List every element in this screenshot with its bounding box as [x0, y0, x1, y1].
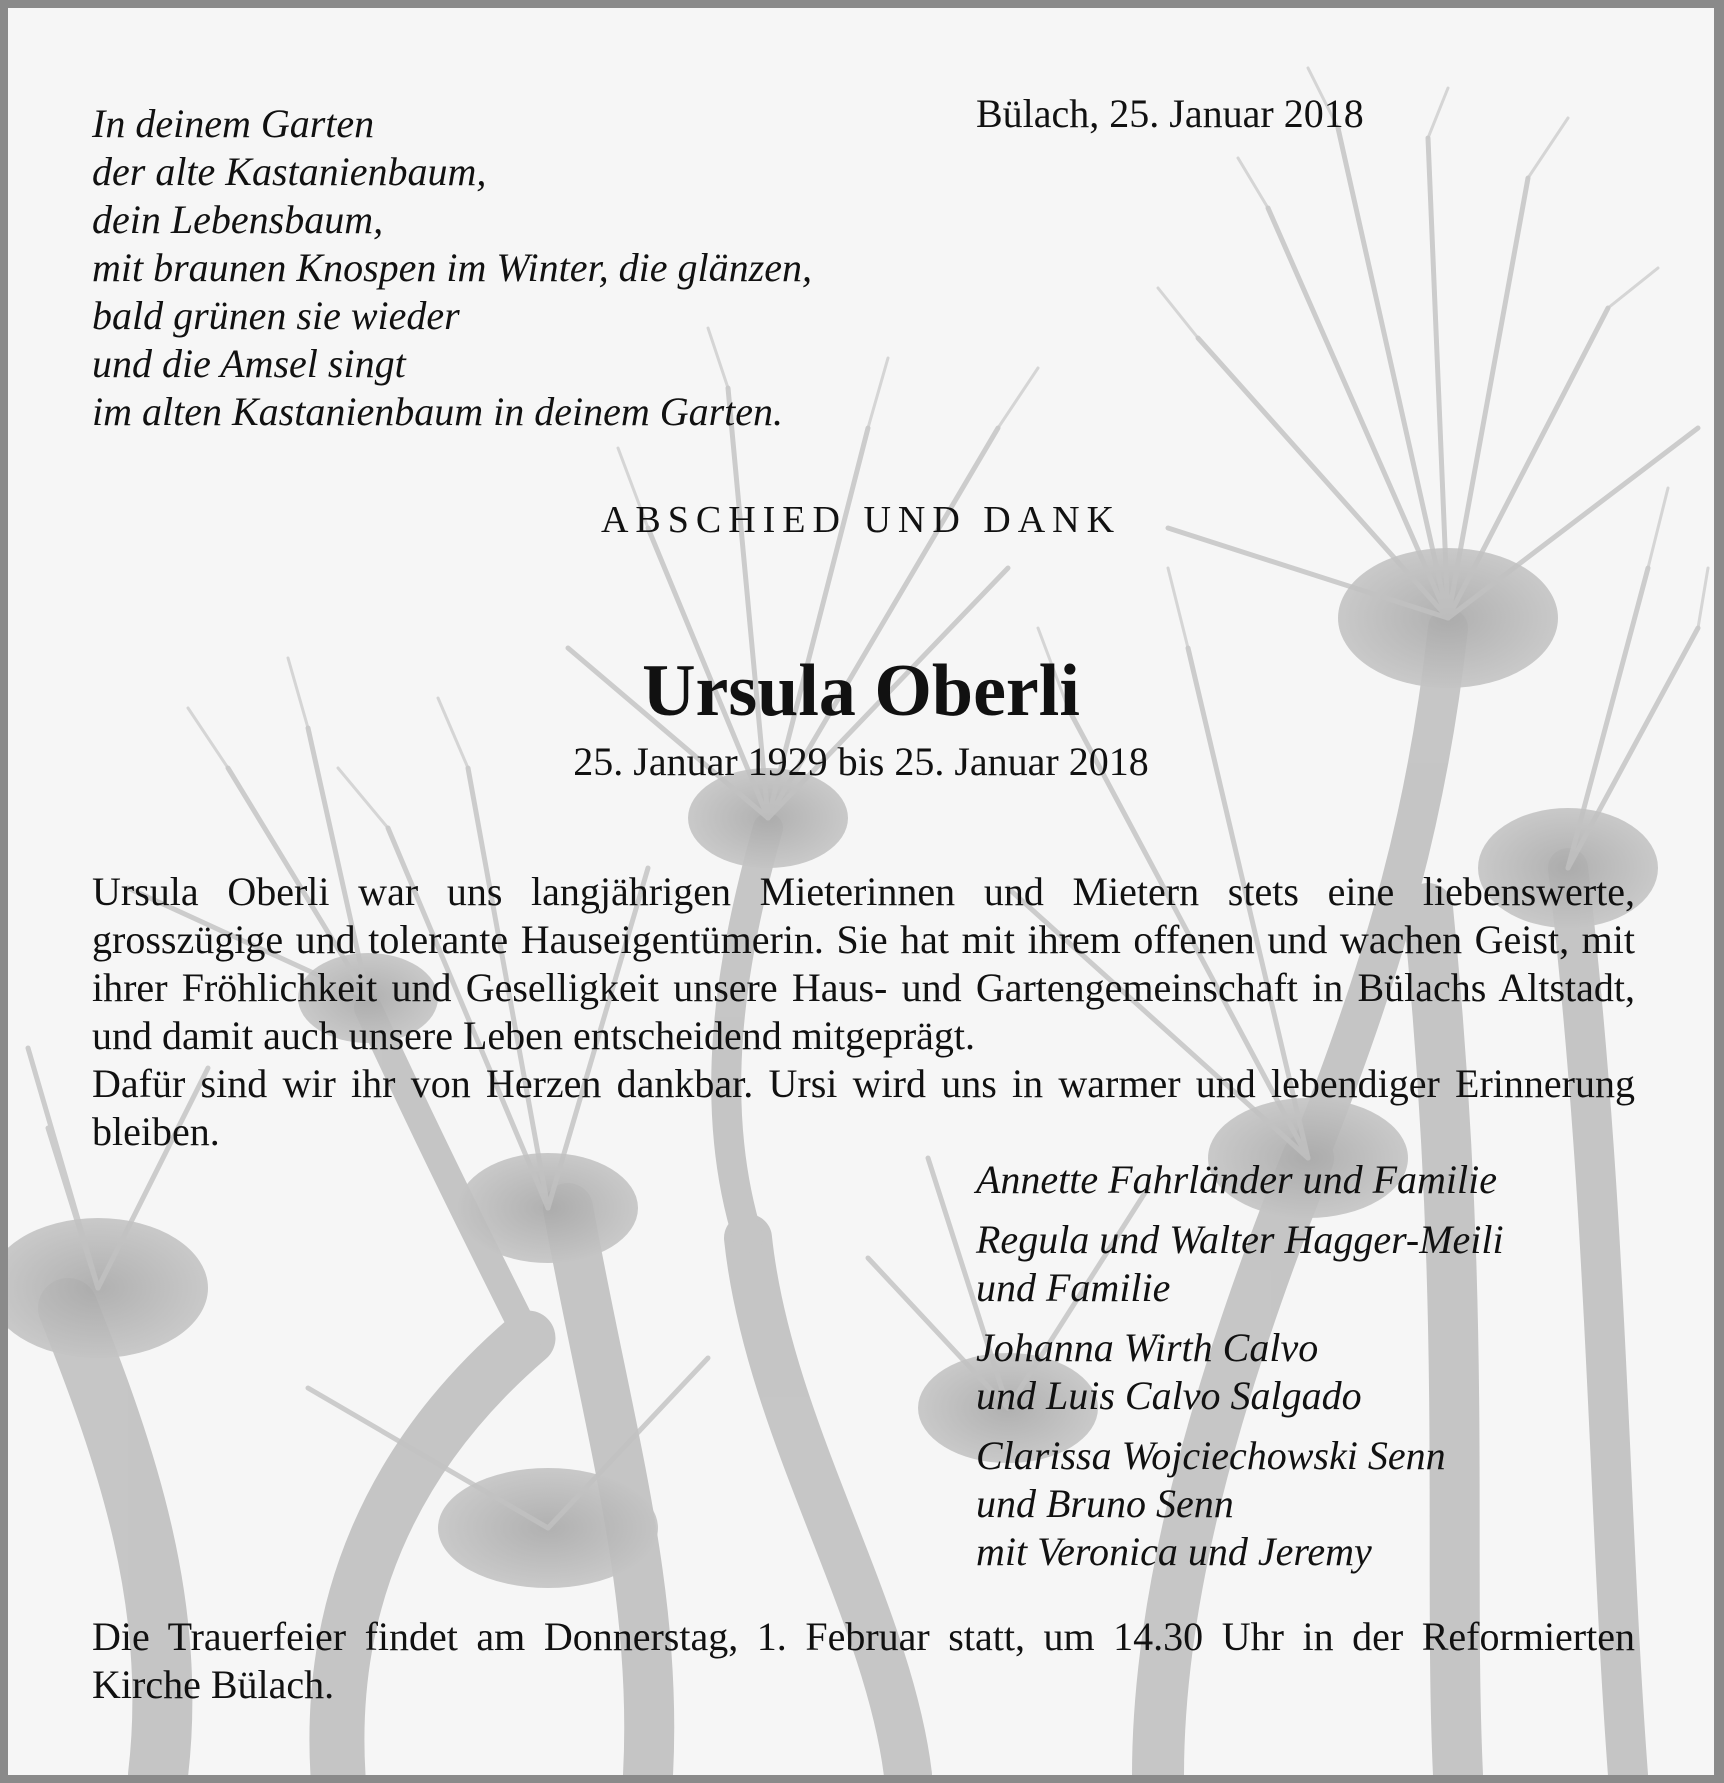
poem-line: und die Amsel singt	[92, 341, 406, 386]
funeral-service-info: Die Trauerfeier findet am Donnerstag, 1. Februar statt, um 14.30 Uhr in der Reformierten Kirche Bülach.	[92, 1614, 1635, 1707]
signer-line: Clarissa Wojciechowski Senn	[976, 1433, 1446, 1478]
poem-line: mit braunen Knospen im Winter, die glänzen,	[92, 245, 812, 290]
poem	[92, 100, 812, 436]
notice-heading: ABSCHIED UND DANK	[600, 499, 1122, 541]
signers-list	[976, 1156, 1504, 1588]
signer-line: Annette Fahrländer und Familie	[976, 1157, 1498, 1202]
signer-line: und Familie	[976, 1265, 1171, 1310]
deceased-name: Ursula Oberli	[642, 650, 1080, 732]
poem-line: dein Lebensbaum,	[92, 197, 384, 242]
poem-line: bald grünen sie wieder	[92, 293, 460, 338]
signer-line: mit Veronica und Jeremy	[976, 1529, 1372, 1574]
poem-line: In deinem Garten	[92, 101, 375, 146]
poem-line: im alten Kastanienbaum in deinem Garten.	[92, 389, 784, 434]
signer-line: und Luis Calvo Salgado	[976, 1373, 1362, 1418]
signer-group	[976, 1216, 1504, 1312]
signer-group	[976, 1432, 1504, 1576]
place-and-date: Bülach, 25. Januar 2018	[976, 91, 1364, 136]
signer-line: Johanna Wirth Calvo	[976, 1325, 1319, 1370]
poem-line: der alte Kastanienbaum,	[92, 149, 487, 194]
signer-line: Regula und Walter Hagger-Meili	[976, 1217, 1504, 1262]
signer-group	[976, 1324, 1504, 1420]
tribute-paragraph: Ursula Oberli war uns langjährigen Mieterinnen und Mietern stets eine liebenswerte, grosszügige und tolerante Hauseigentümerin. Sie hat mit ihrem offenen und wachen Geist, mit ihrer Fröhlichkeit und Geselligkeit unsere Haus- und Gartengemeinschaft in Bülachs Altstadt, und damit auch unsere Leben entscheidend mitgeprägt.	[92, 869, 1635, 1058]
tribute-text	[92, 868, 1635, 1156]
signer-line: und Bruno Senn	[976, 1481, 1234, 1526]
signer-group	[976, 1156, 1504, 1204]
tribute-paragraph: Dafür sind wir ihr von Herzen dankbar. Ursi wird uns in warmer und lebendiger Erinnerung bleiben.	[92, 1061, 1635, 1154]
life-dates: 25. Januar 1929 bis 25. Januar 2018	[573, 739, 1149, 784]
